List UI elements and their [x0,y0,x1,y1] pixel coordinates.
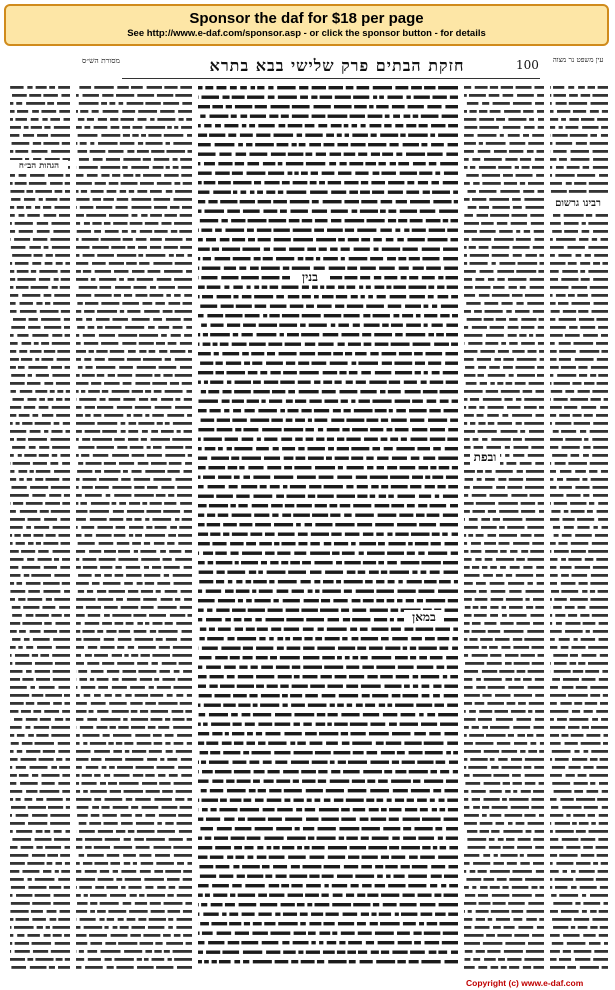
header-rule [122,78,540,79]
page-title: חזקת הבתים פרק שלישי בבא בתרא [209,56,465,75]
rashi-column [74,82,192,972]
sponsor-details[interactable]: See http://www.e-daf.com/sponsor.asp - or click the sponsor button - for details [127,28,486,39]
ein-mishpat-heading: עין משפט נר מצוה [552,56,604,64]
page-number: 100 [516,58,539,72]
sponsor-title[interactable]: Sponsor the daf for $18 per page [189,10,424,27]
tosafot-column [462,82,544,972]
dibur-hamatchil-2: בנין [290,270,330,285]
hagahot-label: הגהות הב״ח [10,160,68,171]
dibur-hamatchil-1: ובפת [470,450,500,465]
sponsor-banner[interactable] [4,4,609,46]
masoret-hashas-heading: מסורת הש״ס [81,56,120,65]
copyright-notice[interactable]: Copyright (c) www.e-daf.com [466,978,584,988]
outer-margin-column [8,82,70,972]
gemara-column [196,82,458,972]
rabbeinu-gershom-label: רבינו גרשום [548,198,608,209]
dibur-hamatchil-3: במאן [404,610,444,625]
ein-mishpat-column [548,82,608,972]
